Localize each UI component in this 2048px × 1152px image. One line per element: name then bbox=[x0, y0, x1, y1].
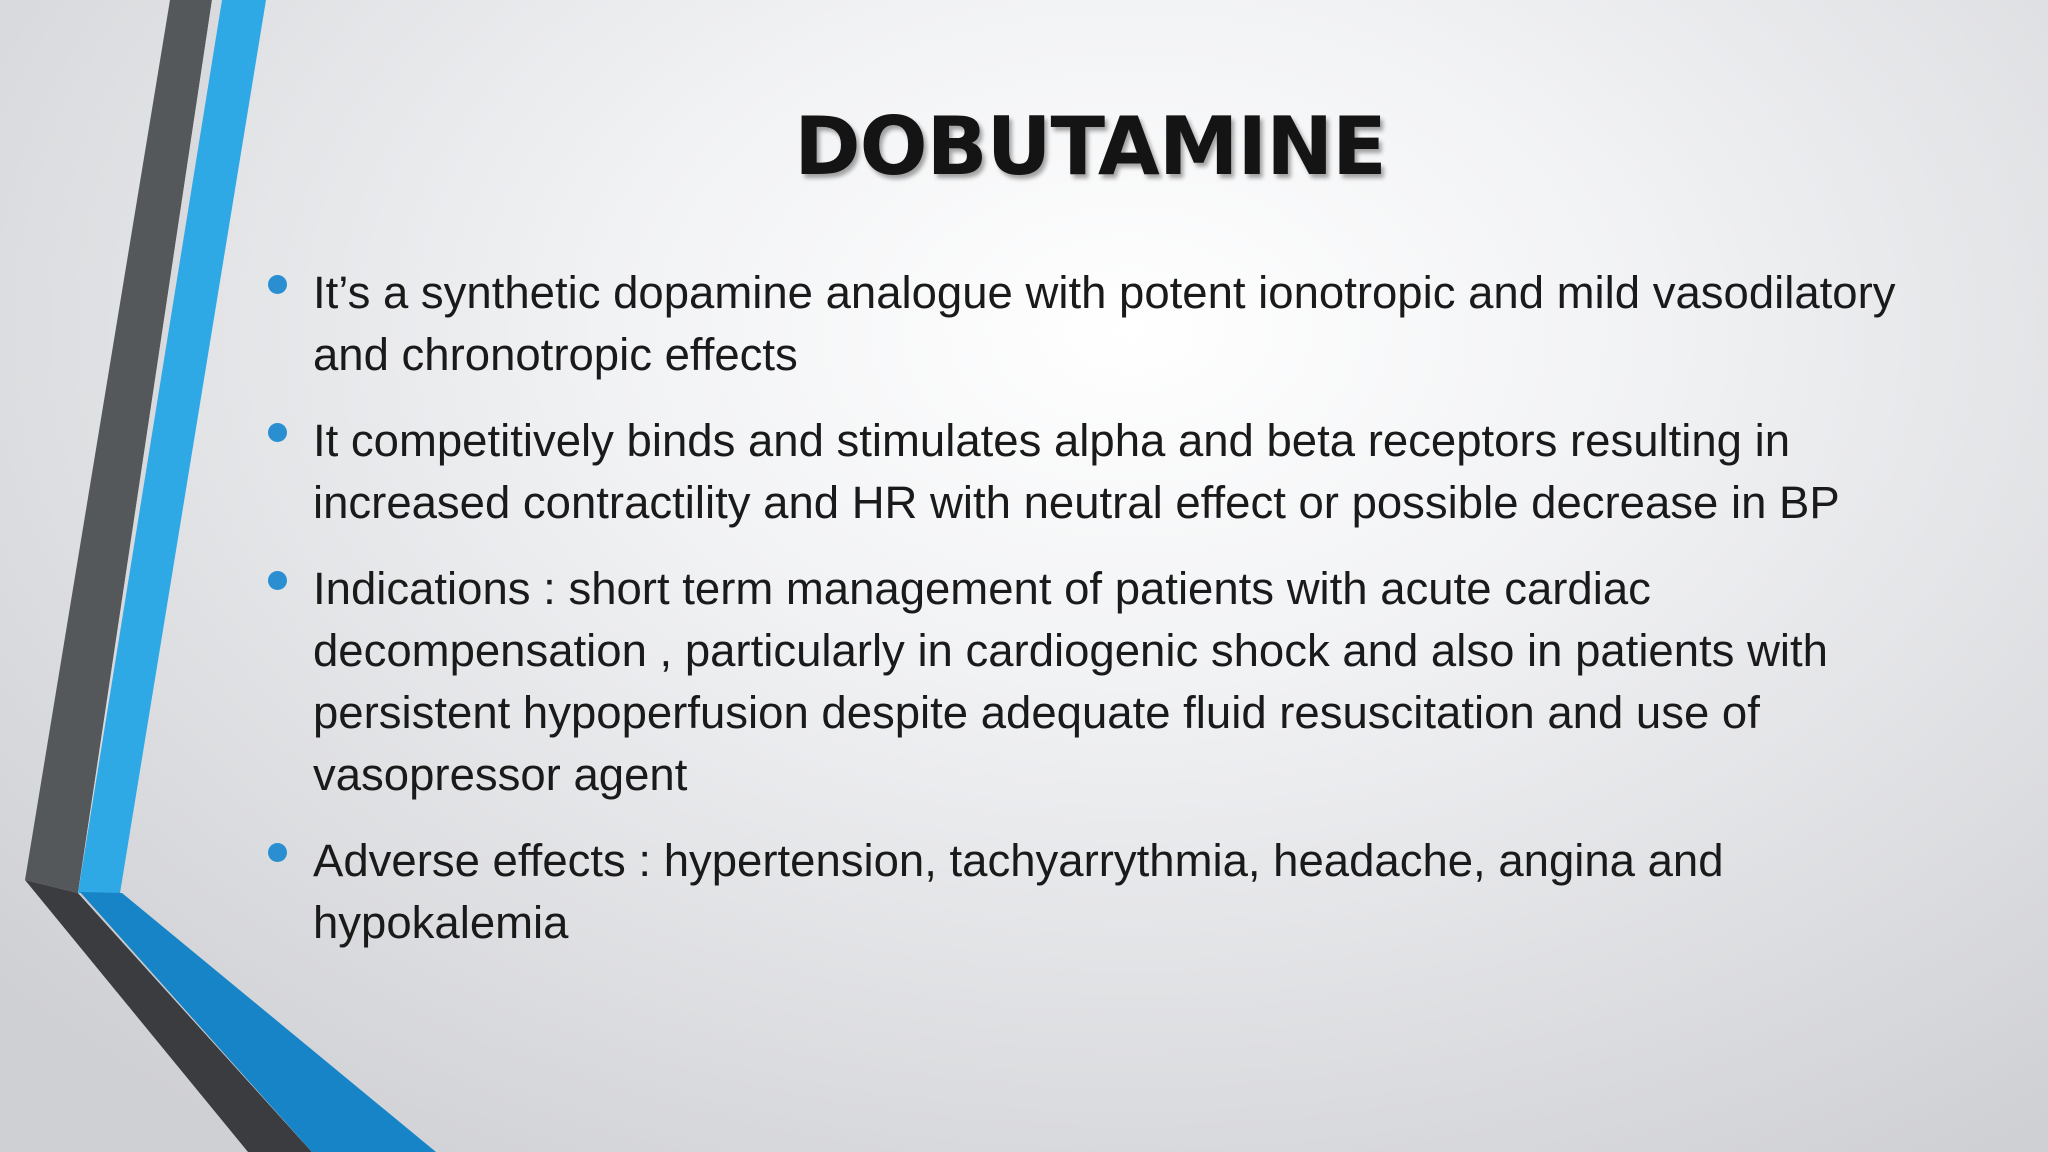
bullet-item bbox=[260, 410, 1920, 534]
slide-title: DOBUTAMINE bbox=[794, 100, 1386, 193]
bullet-text: Indications : short term management of patients with acute cardiac decompensation , particularly in cardiogenic shock and also in patients with persistent hypoperfusion despite adequate fluid resuscitation and use of vasopressor agent bbox=[313, 563, 1828, 800]
bullet-item bbox=[260, 558, 1920, 806]
bullet-list bbox=[260, 262, 1920, 978]
bullet-text: It competitively binds and stimulates alpha and beta receptors resulting in increased contractility and HR with neutral effect or possible decrease in BP bbox=[313, 415, 1840, 528]
bullet-text: It’s a synthetic dopamine analogue with potent ionotropic and mild vasodilatory and chronotropic effects bbox=[313, 267, 1896, 380]
bullet-dot-icon bbox=[268, 571, 287, 590]
bullet-dot-icon bbox=[268, 423, 287, 442]
bullet-dot-icon bbox=[268, 843, 287, 862]
bullet-item bbox=[260, 830, 1920, 954]
bullet-text: Adverse effects : hypertension, tachyarrythmia, headache, angina and hypokalemia bbox=[313, 835, 1724, 948]
bullet-item bbox=[260, 262, 1920, 386]
bullet-dot-icon bbox=[268, 275, 287, 294]
